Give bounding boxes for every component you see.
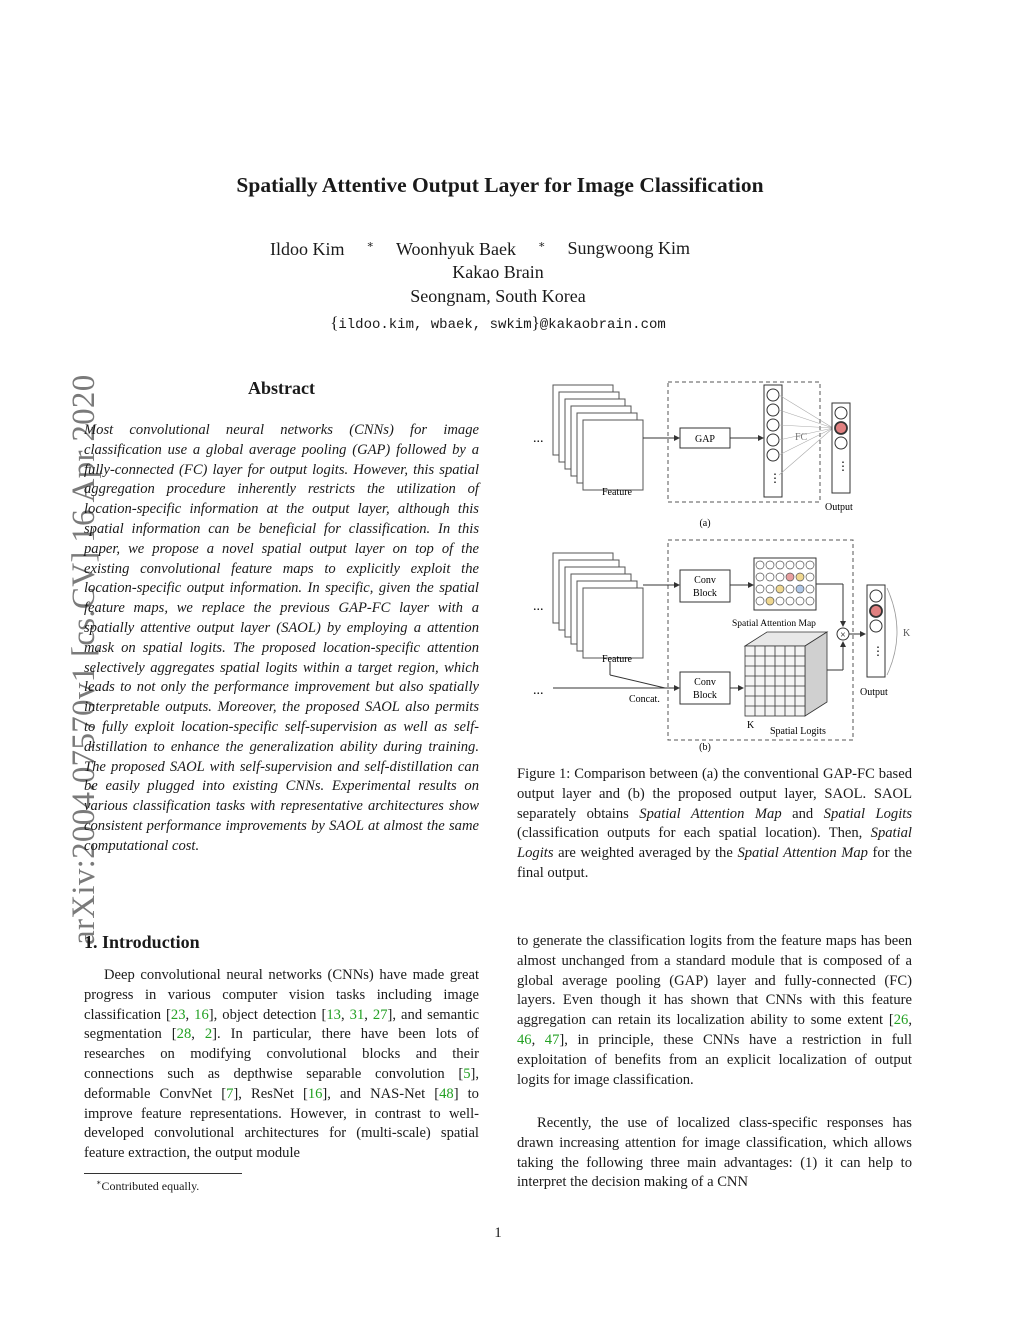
attention-cell — [786, 573, 794, 581]
attention-cell — [776, 597, 784, 605]
citation-link[interactable]: 31 — [349, 1006, 365, 1023]
figure-1 — [515, 370, 915, 755]
output-node-highlight — [870, 605, 882, 617]
feature-stack-a — [553, 385, 643, 490]
panel-a — [533, 382, 853, 529]
attention-cell — [776, 573, 784, 581]
vertical-ellipsis: ⋮ — [769, 471, 781, 485]
paper-title: Spatially Attentive Output Layer for Image Classification — [236, 173, 764, 197]
vertical-ellipsis: ⋮ — [872, 644, 884, 658]
citation-link[interactable]: 46 — [517, 1031, 532, 1048]
panel-b — [533, 540, 911, 753]
citation-link[interactable]: 23 — [170, 1006, 186, 1023]
output-node — [835, 407, 847, 419]
attention-cell — [766, 597, 774, 605]
concat-label: Concat. — [629, 694, 660, 705]
subfigure-label-a: (a) — [699, 518, 711, 529]
spatial-logits-label: Spatial Logits — [770, 726, 826, 737]
author-list — [270, 238, 712, 260]
attention-cell — [806, 597, 814, 605]
citation-link[interactable]: 28 — [176, 1026, 192, 1043]
block-label: Block — [693, 588, 717, 599]
attention-cell — [766, 585, 774, 593]
attention-cell — [786, 561, 794, 569]
attention-cell — [756, 573, 764, 581]
conv-label: Conv — [694, 677, 716, 688]
citation-link[interactable]: 27 — [372, 1006, 388, 1023]
citation-link[interactable]: 48 — [439, 1085, 454, 1102]
output-node — [870, 590, 882, 602]
section-heading-introduction: 1. Introduction — [84, 932, 200, 952]
ellipsis: ... — [533, 431, 544, 446]
author-1: Ildoo Kim ∗ — [270, 239, 374, 259]
feature-stack-b — [553, 553, 643, 658]
spatial-logits-cube — [745, 632, 827, 716]
abstract-text: Most convolutional neural networks (CNNs) for image classification use a global average pooling (GAP) followed by a fully-connected (FC) layer for output logits. However, this spatial aggregation procedure inherently restricts the utilization of location-specific information at the output layer, although this spatial information can be beneficial for classification. In this paper, we propose a novel spatial output layer on top of the existing convolutional feature maps to explicitly exploit the location-specific output information. In specific, given the spatial feature maps, we replace the previous GAP-FC layer with a spatially attentive output layer (SAOL) by employing a attention mask on spatial logits. The proposed location-specific attention selectively aggregates spatial logits within a target region, which leads to not only the performance improvement but also spatially interpretable outputs. Moreover, the proposed SAOL also permits to fully exploit location-specific self-supervision as well as self-distillation to enhance the generalization ability during training. The proposed SAOL with self-supervision and self-distillation can be easily plugged into existing CNNs. Experimental results on various classification tasks with representative architectures show consistent performance improvements by SAOL at almost the same computational cost. — [84, 422, 479, 854]
output-label-b: Output — [860, 687, 888, 698]
vertical-ellipsis: ⋮ — [837, 459, 849, 473]
attention-cell — [786, 585, 794, 593]
attention-cell — [766, 573, 774, 581]
spatial-attention-map-label: Spatial Attention Map — [732, 619, 816, 629]
footnote: ∗Contributed equally. — [96, 1178, 200, 1193]
subfigure-label-b: (b) — [699, 742, 711, 753]
k-brace — [887, 588, 897, 675]
arxiv-id: arXiv:2004.07570v1 [cs.CV] 16 Apr 2020 — [66, 374, 102, 945]
figure-caption: Figure 1: Comparison between (a) the conventional GAP-FC based output layer and (b) the proposed output layer, SAOL. SAOL separately obtains Spatial Attention Map and Spatial Logits (classification outputs for each spatial location). Then, Spatial Logits are weighted averaged by the Spatial Attention Map for the final output. — [517, 766, 913, 881]
attention-cell — [806, 573, 814, 581]
citation-link[interactable]: 26 — [893, 1012, 909, 1029]
fc-label: FC — [795, 432, 808, 443]
citation-link[interactable]: 5 — [463, 1065, 471, 1082]
ellipsis: ... — [533, 683, 544, 698]
output-label-a: Output — [825, 502, 853, 513]
author-2: Woonhyuk Baek ∗ — [395, 239, 546, 259]
attention-cell — [796, 585, 804, 593]
output-node — [870, 620, 882, 632]
output-node — [835, 437, 847, 449]
arxiv-stamp — [24, 350, 102, 950]
abstract-heading: Abstract — [248, 378, 315, 398]
attention-cell — [776, 561, 784, 569]
attention-cell — [806, 561, 814, 569]
citation-link[interactable]: 2 — [204, 1026, 213, 1043]
connector — [610, 675, 665, 688]
citation-link[interactable]: 7 — [226, 1085, 234, 1102]
affiliation-location: Seongnam, South Korea — [410, 286, 586, 306]
multiply-symbol: × — [840, 630, 846, 641]
conv-label: Conv — [694, 575, 716, 586]
attention-cell — [806, 585, 814, 593]
gap-label: GAP — [694, 434, 716, 445]
author-3: Sungwoong Kim — [567, 238, 691, 258]
attention-cell — [756, 561, 764, 569]
block-label: Block — [693, 690, 717, 701]
attention-cell — [796, 561, 804, 569]
attention-cell — [796, 597, 804, 605]
pooled-nodes — [767, 389, 779, 461]
author-emails: {ildoo.kim, wbaek, swkim}@kakaobrain.com — [330, 313, 666, 333]
attention-cell — [796, 573, 804, 581]
ellipsis: ... — [533, 599, 544, 614]
attention-cell — [786, 597, 794, 605]
attention-cell — [776, 585, 784, 593]
affiliation-org: Kakao Brain — [452, 262, 544, 282]
intro-paragraph-1: Deep convolutional neural networks (CNNs) have made great progress in various computer vision tasks including image classification [23, 16], object detection [13, 31, 27], and semantic segmentation [28, 2]. In particular, there have been lots of researches on modifying convolutional blocks and their connections such as depthwise separable convolution [5], deformable ConvNet [7], ResNet [16], and NAS-Net [48] to improve feature representations. However, in contrast to well-developed convolutional architectures for (multi-scale) spatial feature extraction, the output module — [84, 967, 480, 1162]
feature-label-a: Feature — [602, 487, 632, 498]
citation-link[interactable]: 16 — [307, 1085, 323, 1102]
output-node-highlight — [835, 422, 847, 434]
citation-link[interactable]: 16 — [194, 1006, 209, 1023]
page-number: 1 — [494, 1225, 502, 1241]
citation-link[interactable]: 13 — [326, 1006, 341, 1023]
attention-cell — [756, 585, 764, 593]
k-depth-label: K — [747, 720, 755, 731]
feature-label-b: Feature — [602, 654, 632, 665]
attention-cell — [766, 561, 774, 569]
intro-paragraph-2: Recently, the use of localized class-specific responses has drawn increasing attention for image classification, which allows taking the following three main advantages: (1) it can help to interpret the decision making of a CNN — [517, 1115, 912, 1191]
attention-cell — [756, 597, 764, 605]
k-label: K — [903, 628, 911, 639]
citation-link[interactable]: 47 — [544, 1031, 560, 1048]
footnote-rule — [84, 1173, 242, 1174]
intro-paragraph-1-continued: to generate the classification logits from the feature maps has been almost unchanged from a standard module that is composed of a global average pooling (GAP) layer and fully-connected (FC) layers. Even though it has shown that CNNs with this feature aggregation can retain its localization ability to some extent [26, 46, 47], in principle, these CNNs have a restriction in full exploitation of benefits from an explicit localization of output logits for image classification. — [517, 933, 913, 1088]
